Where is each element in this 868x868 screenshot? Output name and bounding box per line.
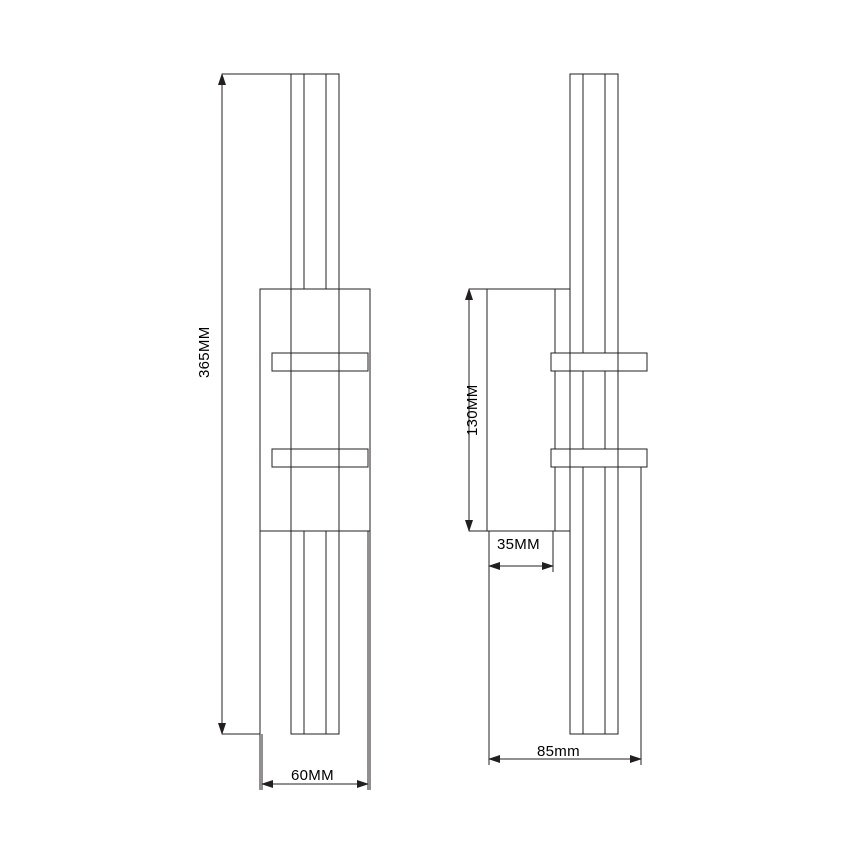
dimension-label-35mm: 35MM: [497, 536, 540, 553]
front-view-geometry: [260, 74, 370, 790]
side-view-geometry: [487, 74, 647, 734]
dimension-label-85mm: 85mm: [537, 743, 580, 760]
dimension-label-60mm: 60MM: [291, 767, 334, 784]
dimension-label-365mm: 365MM: [196, 326, 213, 378]
dimension-label-130mm: 130MM: [464, 384, 481, 436]
